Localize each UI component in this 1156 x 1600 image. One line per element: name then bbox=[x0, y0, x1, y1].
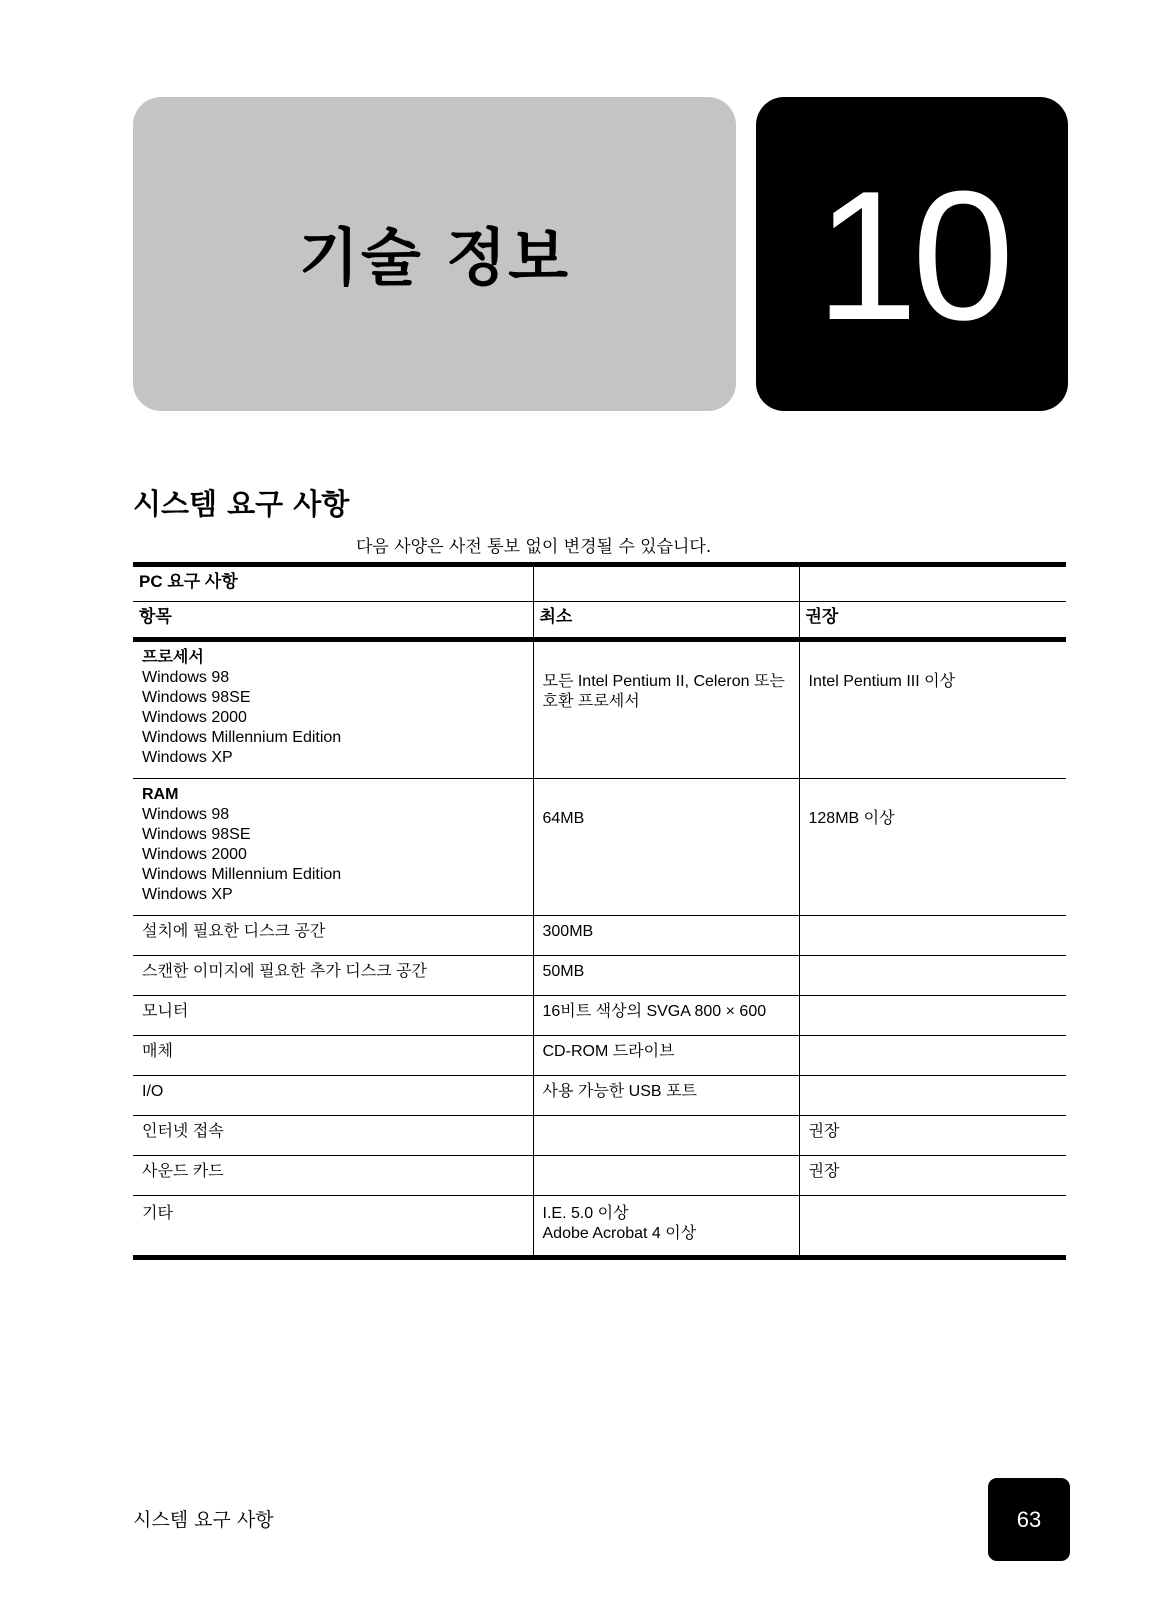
footer-section-title: 시스템 요구 사항 bbox=[133, 1509, 274, 1531]
table-caption: PC 요구 사항 bbox=[133, 565, 533, 602]
table-row-other bbox=[133, 1196, 1066, 1258]
os-item: Windows 98SE bbox=[142, 826, 251, 843]
processor-min-line: 모든 Intel Pentium II, Celeron 또는 bbox=[542, 673, 785, 690]
processor-min-line: 호환 프로세서 bbox=[542, 693, 640, 710]
item-cell: 인터넷 접속 bbox=[133, 1116, 533, 1156]
processor-label: 프로세서 bbox=[142, 649, 204, 666]
table-row-processor bbox=[133, 640, 1066, 779]
min-cell: 50MB bbox=[533, 956, 799, 996]
min-cell bbox=[533, 1156, 799, 1196]
item-cell: I/O bbox=[133, 1076, 533, 1116]
item-cell: 사운드 카드 bbox=[133, 1156, 533, 1196]
rec-cell bbox=[799, 956, 1066, 996]
min-cell: 사용 가능한 USB 포트 bbox=[533, 1076, 799, 1116]
change-notice: 다음 사양은 사전 통보 없이 변경될 수 있습니다. bbox=[356, 537, 712, 557]
chapter-number-box bbox=[756, 97, 1068, 411]
rec-cell bbox=[799, 1196, 1066, 1258]
pc-requirements-table bbox=[133, 562, 1066, 1260]
processor-min-cell bbox=[533, 640, 799, 779]
table-row bbox=[133, 1036, 1066, 1076]
chapter-title: 기술 정보 bbox=[298, 220, 571, 294]
processor-item-cell bbox=[133, 640, 533, 779]
table-header-row bbox=[133, 602, 1066, 640]
min-cell: 300MB bbox=[533, 916, 799, 956]
item-cell: 매체 bbox=[133, 1036, 533, 1076]
rec-cell: 권장 bbox=[799, 1116, 1066, 1156]
page-number-badge bbox=[988, 1478, 1070, 1561]
os-item: Windows 98 bbox=[142, 806, 230, 823]
rec-cell bbox=[799, 996, 1066, 1036]
page-number: 63 bbox=[1016, 1506, 1042, 1532]
rec-cell: 권장 bbox=[799, 1156, 1066, 1196]
os-item: Windows 2000 bbox=[142, 709, 247, 726]
min-cell bbox=[533, 1116, 799, 1156]
column-header-min: 최소 bbox=[533, 602, 799, 640]
item-cell: 기타 bbox=[133, 1196, 533, 1258]
table-row bbox=[133, 1116, 1066, 1156]
ram-rec-cell: 128MB 이상 bbox=[799, 779, 1066, 916]
item-cell: 모니터 bbox=[133, 996, 533, 1036]
item-cell: 설치에 필요한 디스크 공간 bbox=[133, 916, 533, 956]
table-row bbox=[133, 1076, 1066, 1116]
ram-item-cell bbox=[133, 779, 533, 916]
column-header-item: 항목 bbox=[133, 602, 533, 640]
table-row bbox=[133, 1156, 1066, 1196]
table-row bbox=[133, 956, 1066, 996]
os-item: Windows Millennium Edition bbox=[142, 729, 342, 746]
ram-label: RAM bbox=[142, 786, 179, 803]
section-heading: 시스템 요구 사항 bbox=[133, 487, 350, 521]
os-item: Windows XP bbox=[142, 749, 233, 766]
os-item: Windows 2000 bbox=[142, 846, 247, 863]
table-row bbox=[133, 916, 1066, 956]
os-item: Windows 98SE bbox=[142, 689, 251, 706]
min-cell: 16비트 색상의 SVGA 800 × 600 bbox=[533, 996, 799, 1036]
other-min-line: I.E. 5.0 이상 bbox=[542, 1205, 629, 1222]
rec-cell bbox=[799, 1036, 1066, 1076]
min-cell: CD-ROM 드라이브 bbox=[533, 1036, 799, 1076]
table-row-ram bbox=[133, 779, 1066, 916]
chapter-number: 10 bbox=[815, 152, 1009, 358]
rec-cell bbox=[799, 916, 1066, 956]
column-header-rec: 권장 bbox=[799, 602, 1066, 640]
processor-rec-cell: Intel Pentium III 이상 bbox=[799, 640, 1066, 779]
os-item: Windows Millennium Edition bbox=[142, 866, 342, 883]
rec-cell bbox=[799, 1076, 1066, 1116]
os-item: Windows XP bbox=[142, 886, 233, 903]
other-min-line: Adobe Acrobat 4 이상 bbox=[542, 1225, 697, 1242]
item-cell: 스캔한 이미지에 필요한 추가 디스크 공간 bbox=[133, 956, 533, 996]
table-row bbox=[133, 996, 1066, 1036]
min-cell bbox=[533, 1196, 799, 1258]
os-item: Windows 98 bbox=[142, 669, 230, 686]
chapter-title-banner bbox=[133, 97, 736, 411]
table-caption-row bbox=[133, 565, 1066, 602]
ram-min-cell: 64MB bbox=[533, 779, 799, 916]
